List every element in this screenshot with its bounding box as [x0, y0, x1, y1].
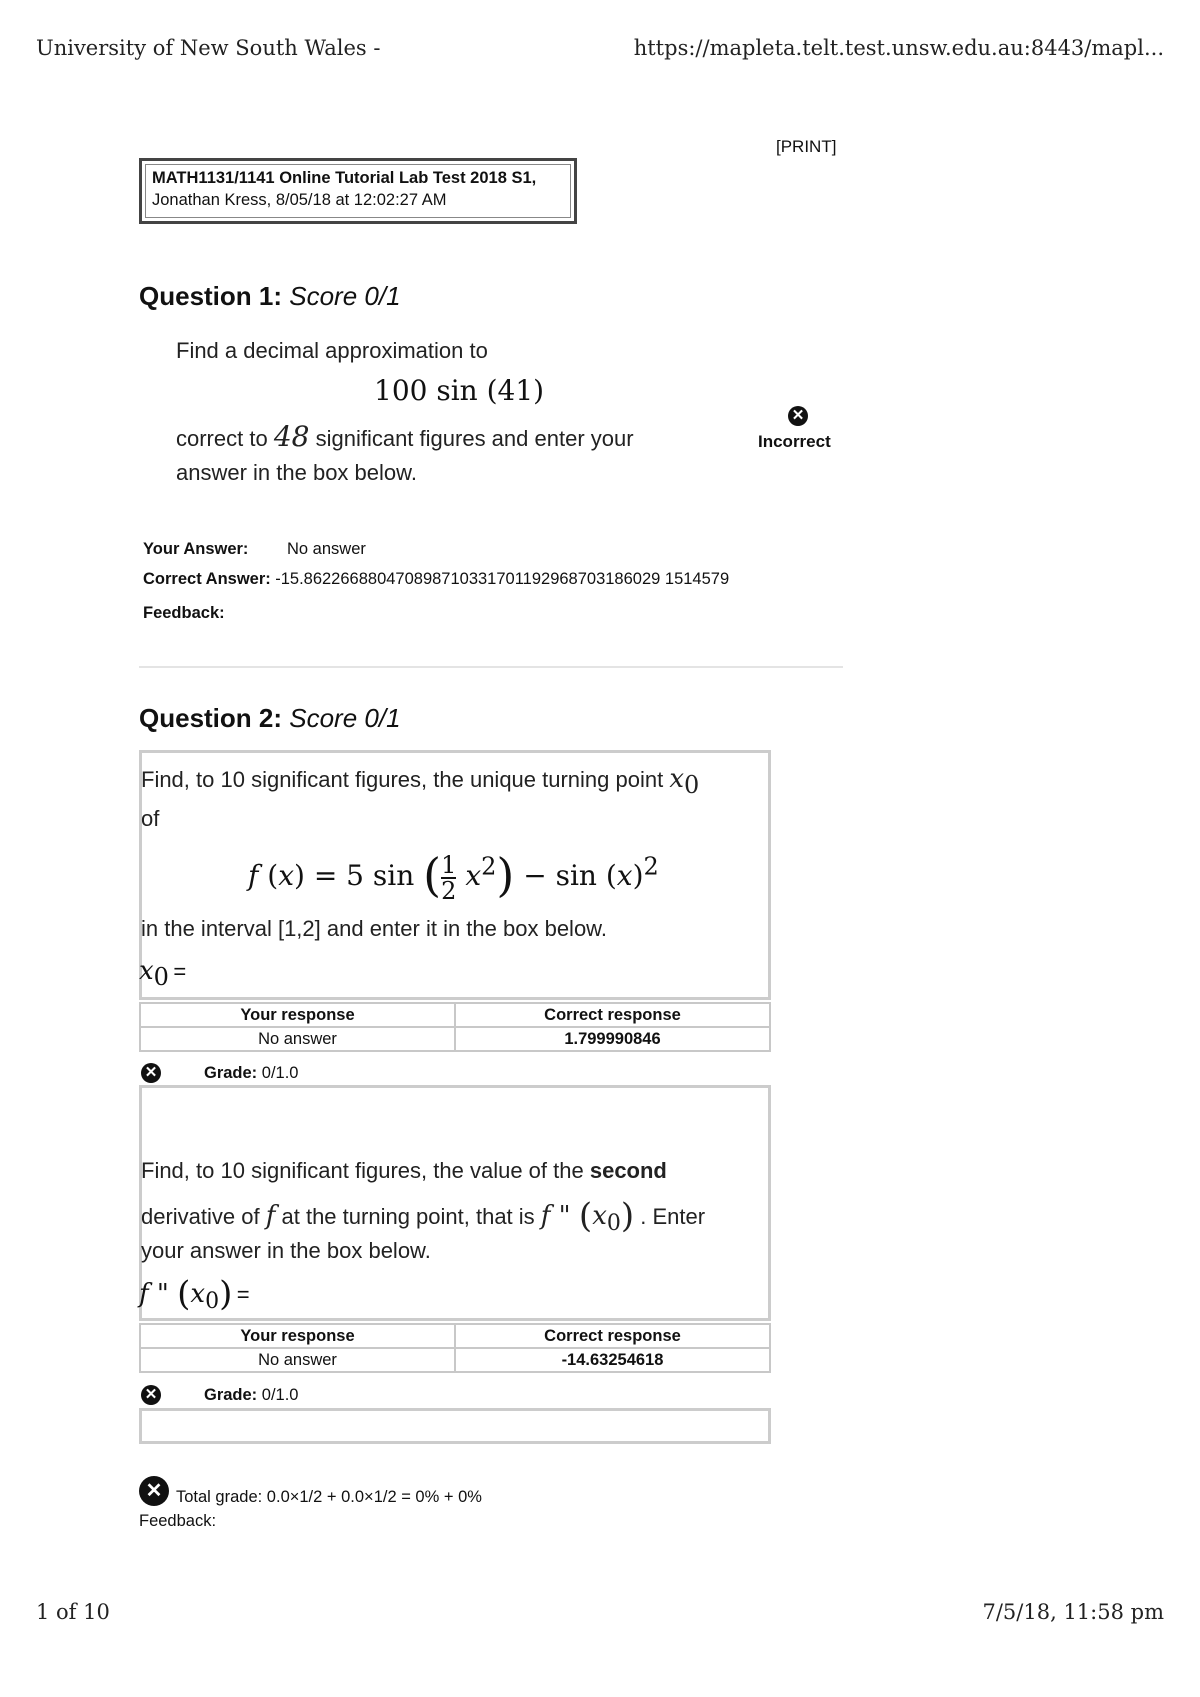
q2b-prompt-line2: derivative of f at the turning point, that is f " $(x_0)$ . Enter — [141, 1196, 706, 1236]
q2a-incorrect-icon: ✕ — [141, 1063, 161, 1083]
q1-sigfigs: 48 — [273, 420, 310, 453]
q2a-prompt-of: of — [141, 806, 160, 831]
q2b-text2a: derivative of — [141, 1204, 260, 1229]
q2a-text1: Find, to 10 significant figures, the unique turning point — [141, 767, 664, 792]
question-2-heading — [139, 703, 401, 734]
q2b-text1: Find, to 10 significant figures, the value of the — [141, 1158, 584, 1183]
question-1-heading — [139, 281, 401, 312]
q1-status-label: Incorrect — [758, 432, 831, 451]
q1-your-answer-label: Your Answer: — [143, 540, 249, 558]
q1-correct-answer-label: Correct Answer: — [143, 570, 271, 588]
q2a-response-table — [139, 1002, 771, 1052]
q2a-your-response-header: Your response — [140, 1003, 455, 1027]
q2a-grade-label: Grade: — [204, 1064, 258, 1082]
question-1-label: Question 1: — [139, 281, 283, 311]
q2a-grade-value: 0/1.0 — [261, 1064, 299, 1082]
test-title-box — [139, 158, 577, 224]
q1-correct-answer-row — [143, 570, 729, 589]
q2a-prompt-line1: Find, to 10 significant figures, the unique turning point x0 — [141, 764, 700, 799]
q2b-grade-value: 0/1.0 — [261, 1386, 299, 1404]
question-1-prompt-line3: answer in the box below. — [176, 460, 417, 485]
q2a-prompt-line2: in the interval [1,2] and enter it in the box below. — [141, 916, 607, 941]
test-title: MATH1131/1141 Online Tutorial Lab Test 2018 S1, — [152, 169, 537, 187]
q2b-incorrect-icon: ✕ — [141, 1385, 161, 1405]
q2b-prompt-line1 — [141, 1158, 667, 1184]
q2b-text2c: . Enter — [640, 1204, 706, 1229]
q2b-answer-label: f " $(x_0)$ = — [139, 1274, 250, 1314]
q2b-correct-response-header: Correct response — [455, 1324, 770, 1348]
q2b-text1-bold: second — [589, 1158, 667, 1183]
q2-empty-feedback-box — [139, 1408, 771, 1444]
q2b-your-response: No answer — [140, 1348, 455, 1372]
test-student-info: Jonathan Kress, 8/05/18 at 12:02:27 AM — [152, 191, 447, 209]
q1-text-sigfigs: significant figures and enter your — [315, 426, 634, 451]
q2a-answer-label: x0 = — [139, 956, 187, 991]
q2b-your-response-header: Your response — [140, 1324, 455, 1348]
page-header-title: University of New South Wales - — [36, 36, 381, 60]
total-grade-incorrect-icon: ✕ — [139, 1476, 169, 1506]
q2b-correct-response: -14.63254618 — [455, 1348, 770, 1372]
q2a-grade — [204, 1064, 298, 1083]
question-1-score: Score 0/1 — [289, 281, 401, 311]
question-1-prompt: Find a decimal approximation to — [176, 338, 488, 363]
question-1-math-expr: 100 sin (41) — [374, 374, 545, 407]
page-header-url: https://mapleta.telt.test.unsw.edu.au:8443/mapl... — [633, 36, 1164, 60]
q2b-grade — [204, 1386, 298, 1405]
q2a-function-formula: f (x) = 5 sin ( $\frac{1}{2}$ $x^2) - \sin (x)^2$ — [248, 848, 659, 905]
q1-text-correct-to: correct to — [176, 426, 268, 451]
q2b-text2b: at the turning point, that is — [281, 1204, 535, 1229]
question-1-prompt-line2 — [176, 420, 634, 453]
q1-correct-answer: -15.862266880470898710331701192968703186029 1514579 — [275, 570, 730, 588]
q2a-equals: = — [173, 959, 187, 984]
q2-feedback-label: Feedback: — [139, 1512, 217, 1530]
page-number: 1 of 10 — [36, 1600, 110, 1624]
q2b-prompt-line3: your answer in the box below. — [141, 1238, 431, 1263]
total-grade: Total grade: 0.0×1/2 + 0.0×1/2 = 0% + 0% — [176, 1488, 482, 1506]
q1-feedback-label: Feedback: — [143, 604, 225, 622]
q2a-your-response: No answer — [140, 1027, 455, 1051]
q2b-equals: = — [236, 1282, 250, 1307]
question-2-score: Score 0/1 — [289, 703, 401, 733]
print-link[interactable]: [PRINT] — [776, 137, 837, 156]
q2b-grade-label: Grade: — [204, 1386, 258, 1404]
q1-your-answer: No answer — [287, 540, 366, 558]
question-2-label: Question 2: — [139, 703, 283, 733]
q2b-response-table — [139, 1323, 771, 1373]
question-divider — [139, 666, 843, 668]
q2a-correct-response: 1.799990846 — [455, 1027, 770, 1051]
print-timestamp: 7/5/18, 11:58 pm — [982, 1600, 1164, 1624]
q2a-correct-response-header: Correct response — [455, 1003, 770, 1027]
q1-incorrect-icon: ✕ — [788, 406, 808, 426]
question-1-math — [374, 374, 544, 407]
